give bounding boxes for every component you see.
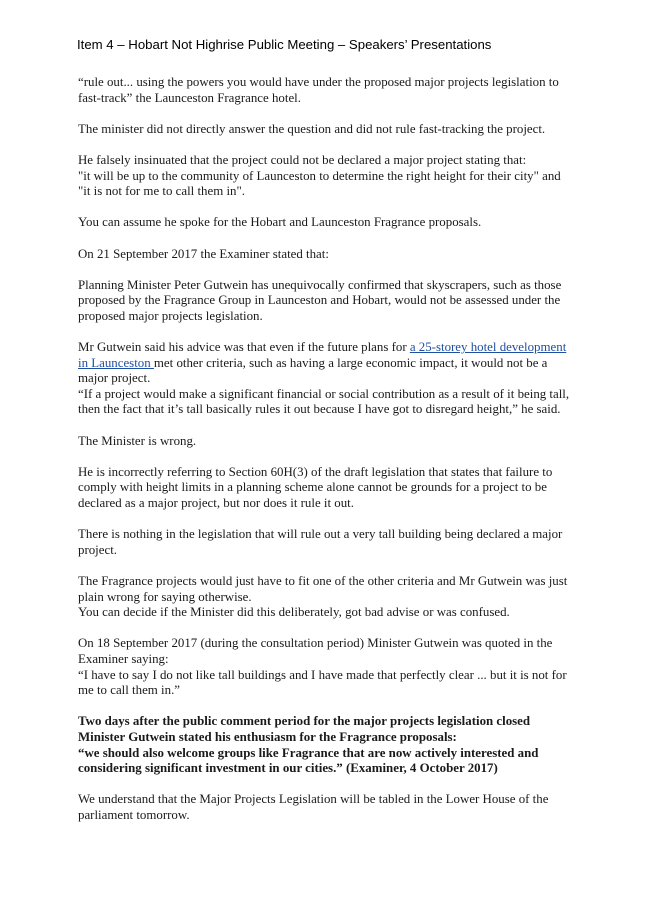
- paragraph-examiner-quote: Planning Minister Peter Gutwein has unequivocally confirmed that skyscrapers, such as those proposed by the Fragrance Group in Launceston and Hobart, would not be assessed under the proposed major projects legislation.: [78, 277, 562, 323]
- page-header-title: Item 4 – Hobart Not Highrise Public Meeting – Speakers’ Presentations: [77, 37, 492, 52]
- paragraph-tabled-tomorrow: We understand that the Major Projects Legislation will be tabled in the Lower House of the parliament tomorrow.: [78, 792, 549, 822]
- consultation-text: On 18 September 2017 (during the consultation period) Minister Gutwein was quoted in the Examiner saying:: [78, 636, 553, 666]
- deliberate-text: You can decide if the Minister did this deliberately, got bad advise or was confused.: [78, 605, 510, 620]
- paragraph-examiner-date: On 21 September 2017 the Examiner stated that:: [78, 246, 329, 261]
- welcome-fragrance-quote: “we should also welcome groups like Fragrance that are now actively interested and considering significant investment in our cities.” (Examiner, 4 October 2017): [78, 745, 539, 776]
- enthusiasm-text: Two days after the public comment period for the major projects legislation closed Minister Gutwein stated his enthusiasm for the Fragrance proposals:: [78, 714, 531, 744]
- paragraph-assume-spoke: You can assume he spoke for the Hobart and Launceston Fragrance proposals.: [78, 215, 482, 230]
- criteria-text: The Fragrance projects would just have to fit one of the other criteria and Mr Gutwein was just plain wrong for saying otherwise.: [78, 574, 568, 604]
- paragraph-enthusiasm-bold: [78, 714, 570, 776]
- insinuation-quote: "it will be up to the community of Launceston to determine the right height for their city" and "it is not for me to call them in".: [78, 168, 561, 199]
- paragraph-nothing-rules-out: There is nothing in the legislation that will rule out a very tall building being declared a major project.: [78, 527, 563, 557]
- advice-text-before-link: Mr Gutwein said his advice was that even if the future plans for: [78, 340, 410, 355]
- paragraph-rule-out-quote: “rule out... using the powers you would have under the proposed major projects legislation to fast-track” the Launceston Fragrance hotel.: [78, 75, 559, 105]
- tall-buildings-quote: “I have to say I do not like tall buildings and I have made that perfectly clear ... but it is not for me to call them in.”: [78, 667, 567, 698]
- hotel-development-link[interactable]: a 25-storey hotel development in Launceston: [78, 340, 567, 370]
- document-body: [78, 75, 570, 839]
- paragraph-minister-no-answer: The minister did not directly answer the question and did not rule fast-tracking the project.: [78, 121, 546, 136]
- paragraph-section-60h3: He is incorrectly referring to Section 60H(3) of the draft legislation that states that failure to comply with height limits in a planning scheme alone cannot be grounds for a project to be declared as a major project, but nor does it rule it out.: [78, 464, 553, 511]
- paragraph-18-september: [78, 636, 570, 698]
- paragraph-fragrance-criteria: [78, 574, 570, 621]
- paragraph-false-insinuation: [78, 153, 570, 200]
- gutwein-height-quote: “If a project would make a significant financial or social contribution as a result of it being tall, then the fact that it’s tall basically rules it out because I have got to disregard height,” he said.: [78, 386, 570, 417]
- paragraph-minister-wrong: The Minister is wrong.: [78, 433, 197, 448]
- advice-text-after-link: met other criteria, such as having a large economic impact, it would not be a major project.: [78, 355, 548, 386]
- insinuation-intro: He falsely insinuated that the project could not be declared a major project stating that:: [78, 152, 527, 167]
- paragraph-gutwein-advice: [78, 340, 570, 418]
